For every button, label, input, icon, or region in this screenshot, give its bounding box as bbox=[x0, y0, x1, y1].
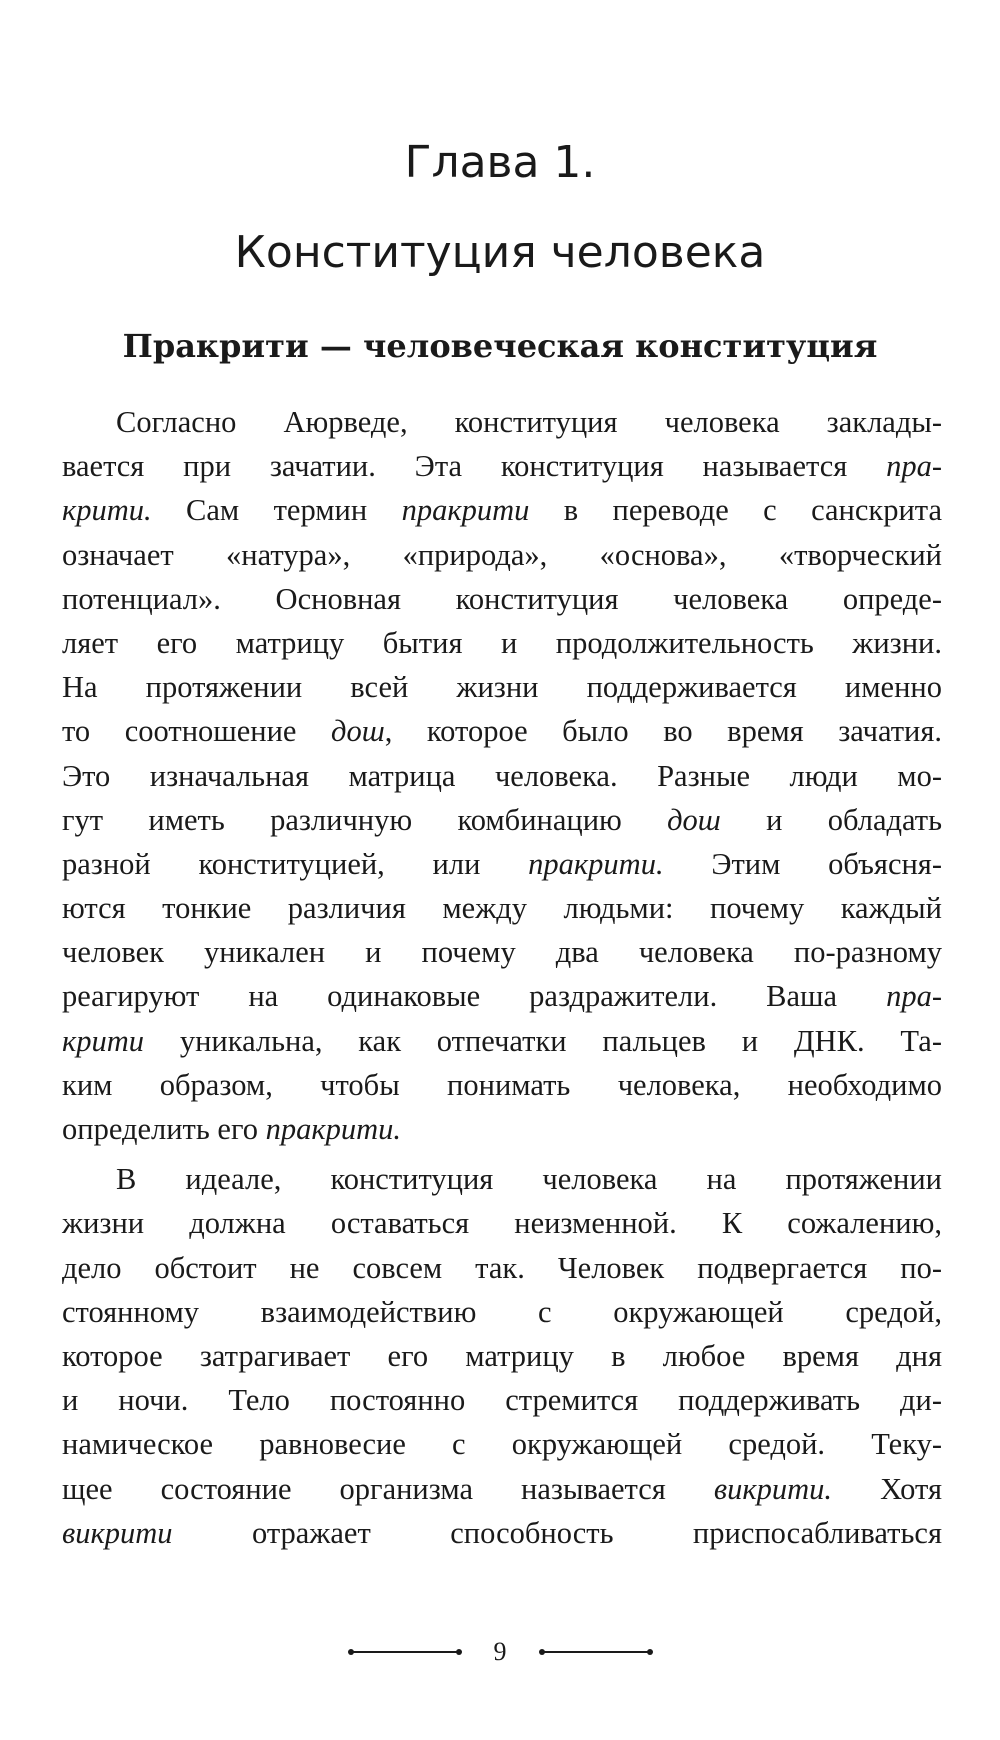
text-line bbox=[62, 1290, 942, 1334]
text-run: которое затрагивает его матрицу в любое время дня bbox=[62, 1338, 942, 1373]
text-run: стоянному взаимодействию с окружающей средой, bbox=[62, 1294, 942, 1329]
text-line bbox=[62, 533, 942, 577]
italic-term: викрити bbox=[62, 1515, 173, 1550]
italic-term: пра- bbox=[886, 449, 942, 484]
chapter-title bbox=[0, 118, 1000, 298]
text-run: Это изначальная матрица человека. Разные люди мо- bbox=[62, 758, 942, 793]
text-line bbox=[62, 1378, 942, 1422]
text-run: отражает способность приспосабливаться bbox=[172, 1515, 942, 1550]
text-line bbox=[62, 1334, 942, 1378]
text-run: гут иметь различную комбинацию bbox=[62, 802, 668, 837]
italic-term: пра- bbox=[886, 979, 942, 1014]
text-line bbox=[62, 709, 942, 753]
text-run: Согласно Аюрведе, конституция человека заклады- bbox=[116, 405, 942, 439]
text-run: человек уникален и почему два человека по-разному bbox=[62, 935, 942, 970]
text-line bbox=[62, 1107, 942, 1151]
footer-rule-left bbox=[350, 1651, 460, 1653]
text-run: потенциал». Основная конституция человека опреде- bbox=[62, 581, 942, 616]
text-run: ются тонкие различия между людьми: почему каждый bbox=[62, 891, 942, 926]
chapter-name: Конституция человека bbox=[234, 227, 766, 278]
section-title: Пракрити — человеческая конституция bbox=[122, 327, 878, 365]
text-line bbox=[62, 1019, 942, 1063]
italic-term: пракрити bbox=[401, 493, 530, 528]
text-line bbox=[62, 798, 942, 842]
text-run: разной конституцией, или bbox=[62, 846, 529, 881]
text-line bbox=[62, 577, 942, 621]
text-run: Этим объясня- bbox=[663, 846, 942, 881]
chapter-number: Глава 1. bbox=[404, 137, 596, 188]
text-line bbox=[62, 1201, 942, 1245]
text-run: жизни должна оставаться неизменной. К сожалению, bbox=[62, 1206, 942, 1241]
text-run: Сам термин bbox=[151, 493, 402, 528]
text-line bbox=[62, 1246, 942, 1290]
text-run: щее состояние организма называется bbox=[62, 1471, 714, 1506]
text-line bbox=[62, 1467, 942, 1511]
text-line bbox=[62, 1157, 942, 1201]
text-line bbox=[62, 665, 942, 709]
text-run: намическое равновесие с окружающей средой. Теку- bbox=[62, 1427, 942, 1462]
text-line bbox=[62, 488, 942, 532]
footer-rule-right bbox=[541, 1651, 651, 1653]
italic-term: крити bbox=[62, 1023, 145, 1058]
text-line bbox=[62, 754, 942, 798]
text-line bbox=[62, 842, 942, 886]
text-run: дело обстоит не совсем так. Человек подвергается по- bbox=[62, 1250, 942, 1285]
text-run: На протяжении всей жизни поддерживается именно bbox=[62, 670, 942, 705]
italic-term: пракрити. bbox=[528, 846, 664, 881]
italic-term: дош bbox=[667, 802, 721, 837]
text-run: Хотя bbox=[832, 1471, 942, 1506]
text-run: ляет его матрицу бытия и продолжительность жизни. bbox=[62, 625, 942, 660]
text-run: , которое было во время зачатия. bbox=[384, 714, 943, 749]
body-text bbox=[62, 400, 942, 1555]
text-run: то соотношение bbox=[62, 714, 332, 749]
text-line bbox=[62, 444, 942, 488]
page-footer bbox=[0, 1632, 1000, 1672]
text-run: и ночи. Тело постоянно стремится поддерживать ди- bbox=[62, 1383, 942, 1418]
text-line bbox=[62, 886, 942, 930]
text-run: реагируют на одинаковые раздражители. Ваша bbox=[62, 979, 887, 1014]
text-line bbox=[62, 930, 942, 974]
text-line bbox=[62, 621, 942, 665]
text-run: В идеале, конституция человека на протяжении bbox=[116, 1162, 942, 1197]
text-line bbox=[62, 974, 942, 1018]
text-line bbox=[62, 1511, 942, 1555]
italic-term: крити. bbox=[62, 493, 152, 528]
text-run: и обладать bbox=[720, 802, 942, 837]
text-run: ким образом, чтобы понимать человека, необходимо bbox=[62, 1067, 942, 1102]
italic-term: дош bbox=[331, 714, 385, 749]
text-run: уникальна, как отпечатки пальцев и ДНК. Та- bbox=[144, 1023, 942, 1058]
text-run: вается при зачатии. Эта конституция называется bbox=[62, 449, 887, 484]
italic-term: викрити. bbox=[713, 1471, 833, 1506]
text-run: означает «натура», «природа», «основа», «творческий bbox=[62, 537, 942, 572]
text-line bbox=[62, 400, 942, 444]
italic-term: пракрити. bbox=[265, 1112, 402, 1146]
text-run: определить его bbox=[62, 1112, 266, 1146]
text-run: в переводе с санскрита bbox=[529, 493, 943, 528]
text-line bbox=[62, 1063, 942, 1107]
page-number: 9 bbox=[493, 1637, 507, 1666]
text-line bbox=[62, 1422, 942, 1466]
